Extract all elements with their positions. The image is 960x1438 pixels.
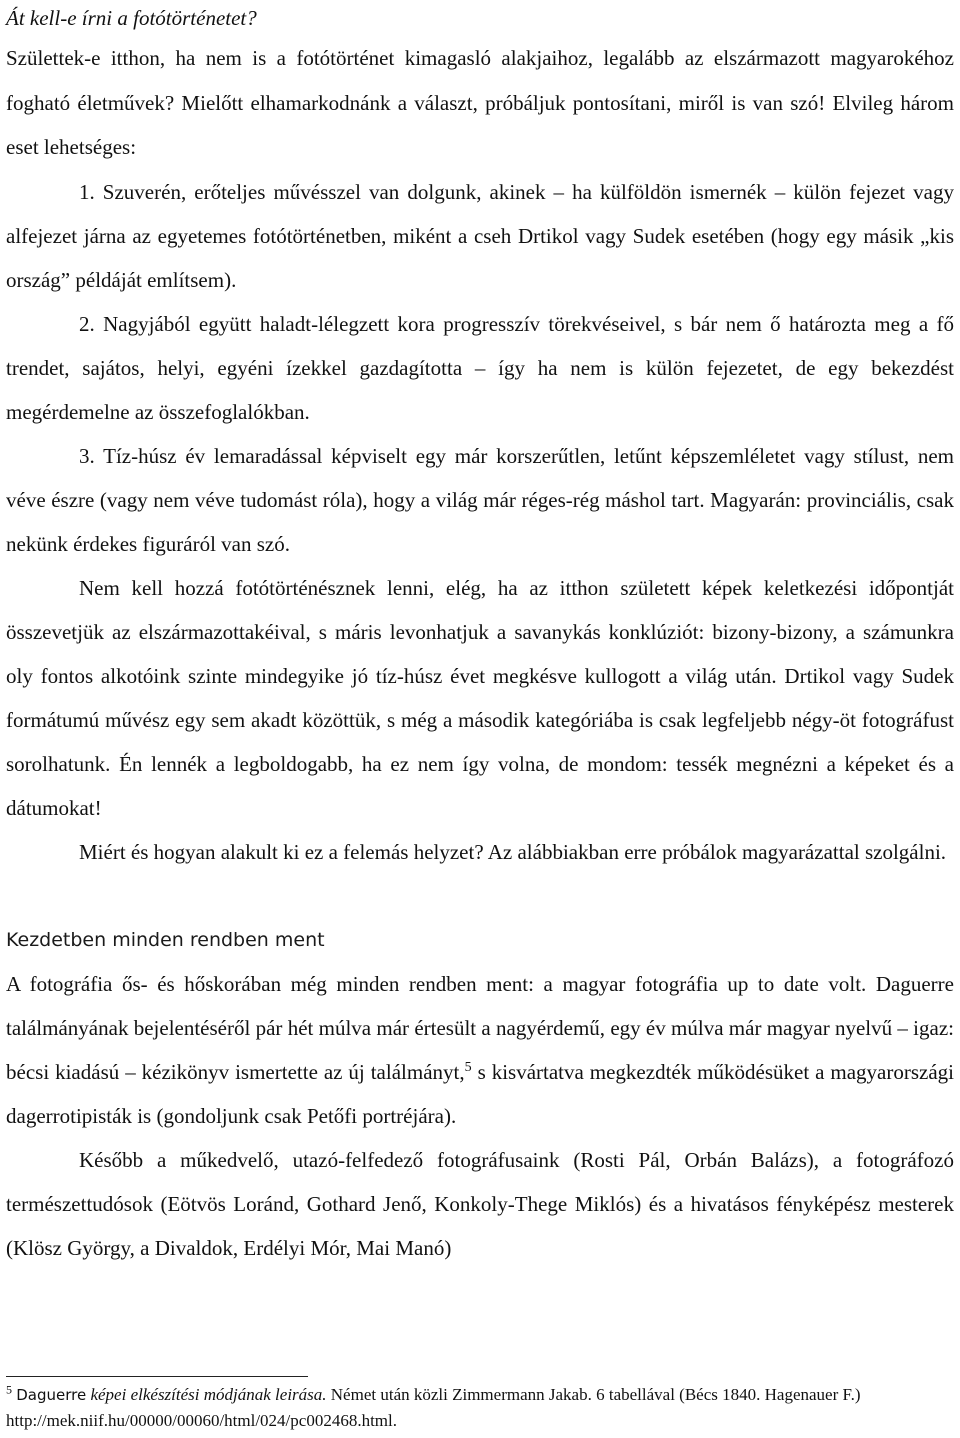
question-paragraph: Miért és hogyan alakult ki ez a felemás helyzet? Az alábbiakban erre próbálok magyarázattal szolgálni. xyxy=(79,839,947,864)
footnote-separator xyxy=(6,1376,308,1377)
section-title: Kezdetben minden rendben ment xyxy=(6,928,325,951)
document-page xyxy=(6,0,954,1270)
footnote-author: Daguerre xyxy=(16,1386,87,1404)
section-paragraph-1-text-b: s kisvártatva megkezdték működésüket a magyarországi dagerrotipisták is (gondoljunk csak Petőfi portréjára). xyxy=(6,1059,954,1128)
case-3-paragraph: 3. Tíz-húsz év lemaradással képviselt egy már korszerűtlen, letűnt képszemléletet vagy stílust, nem véve észre (vagy nem véve tudomást róla), hogy a világ már réges-rég máshol tart. Magyarán: provinciális, csak nekünk érdekes figuráról van szó. xyxy=(6,443,954,556)
conclusion-paragraph: Nem kell hozzá fotótörténésznek lenni, elég, ha az itthon született képek keletkezési időpontját összevetjük az elszármazottakéival, s máris levonhatjuk a savanykás konklúziót: bizony-bizony, a számunkra oly fontos alkotóink szinte mindegyike jó tíz-húsz évet megkésve kullogott a világ után. Drtikol vagy Sudek formátumú művész egy sem akadt közöttük, s még a második kategóriába is csak legfeljebb négy-öt fotográfust sorolhatunk. Én lennék a legboldogabb, ha ez nem így volna, de mondom: tessék megnézni a képeket és a dátumokat! xyxy=(6,575,954,820)
case-2-paragraph: 2. Nagyjából együtt haladt-lélegzett kora progresszív törekvéseivel, s bár nem ő határozta meg a fő trendet, sajátos, helyi, egyéni ízekkel gazdagította – így ha nem is külön fejezetet, de egy bekezdést megérdemelne az összefoglalókban. xyxy=(6,311,954,424)
footnote-title: képei elkészítési módjának leirása. xyxy=(86,1385,327,1404)
footnote xyxy=(6,1382,954,1434)
footnote-text: Német után közli Zimmermann Jakab. 6 tabellával (Bécs 1840. Hagenauer F.) http://mek.niif.hu/00000/00060/html/024/pc002468.html. xyxy=(6,1385,861,1430)
footnote-reference[interactable]: 5 xyxy=(464,1059,472,1075)
document-heading: Át kell-e írni a fotótörténetet? xyxy=(6,6,257,30)
intro-paragraph: Születtek-e itthon, ha nem is a fotótörténet kimagasló alakjaihoz, legalább az elszármazott magyarokéhoz fogható életművek? Mielőtt elhamarkodnánk a választ, próbáljuk pontosítani, miről is van szó! Elvileg három eset lehetséges: xyxy=(6,46,954,159)
footnote-mark: 5 xyxy=(6,1382,12,1397)
section-paragraph-2: Később a műkedvelő, utazó-felfedező fotográfusaink (Rosti Pál, Orbán Balázs), a fotográfozó természettudósok (Eötvös Loránd, Gothard Jenő, Konkoly-Thege Miklós) és a hivatásos fényképész mesterek (Klösz György, a Divaldok, Erdélyi Mór, Mai Manó) xyxy=(6,1147,954,1260)
section-paragraph-1-text-a: A fotográfia ős- és hőskorában még minden rendben ment: a magyar fotográfia up to date volt. Daguerre találmányának bejelentéséről pár hét múlva már értesült a nagyérdemű, egy év múlva már magyar nyelvű – igaz: bécsi kiadású – kézikönyv ismertette az új találmányt, xyxy=(6,971,954,1084)
section-paragraph-1 xyxy=(6,962,954,1138)
case-1-paragraph: 1. Szuverén, erőteljes művésszel van dolgunk, akinek – ha külföldön ismernék – külön fejezet vagy alfejezet járna az egyetemes fotótörténetben, miként a cseh Drtikol vagy Sudek esetében (hogy egy másik „kis ország” példáját említsem). xyxy=(6,179,954,292)
